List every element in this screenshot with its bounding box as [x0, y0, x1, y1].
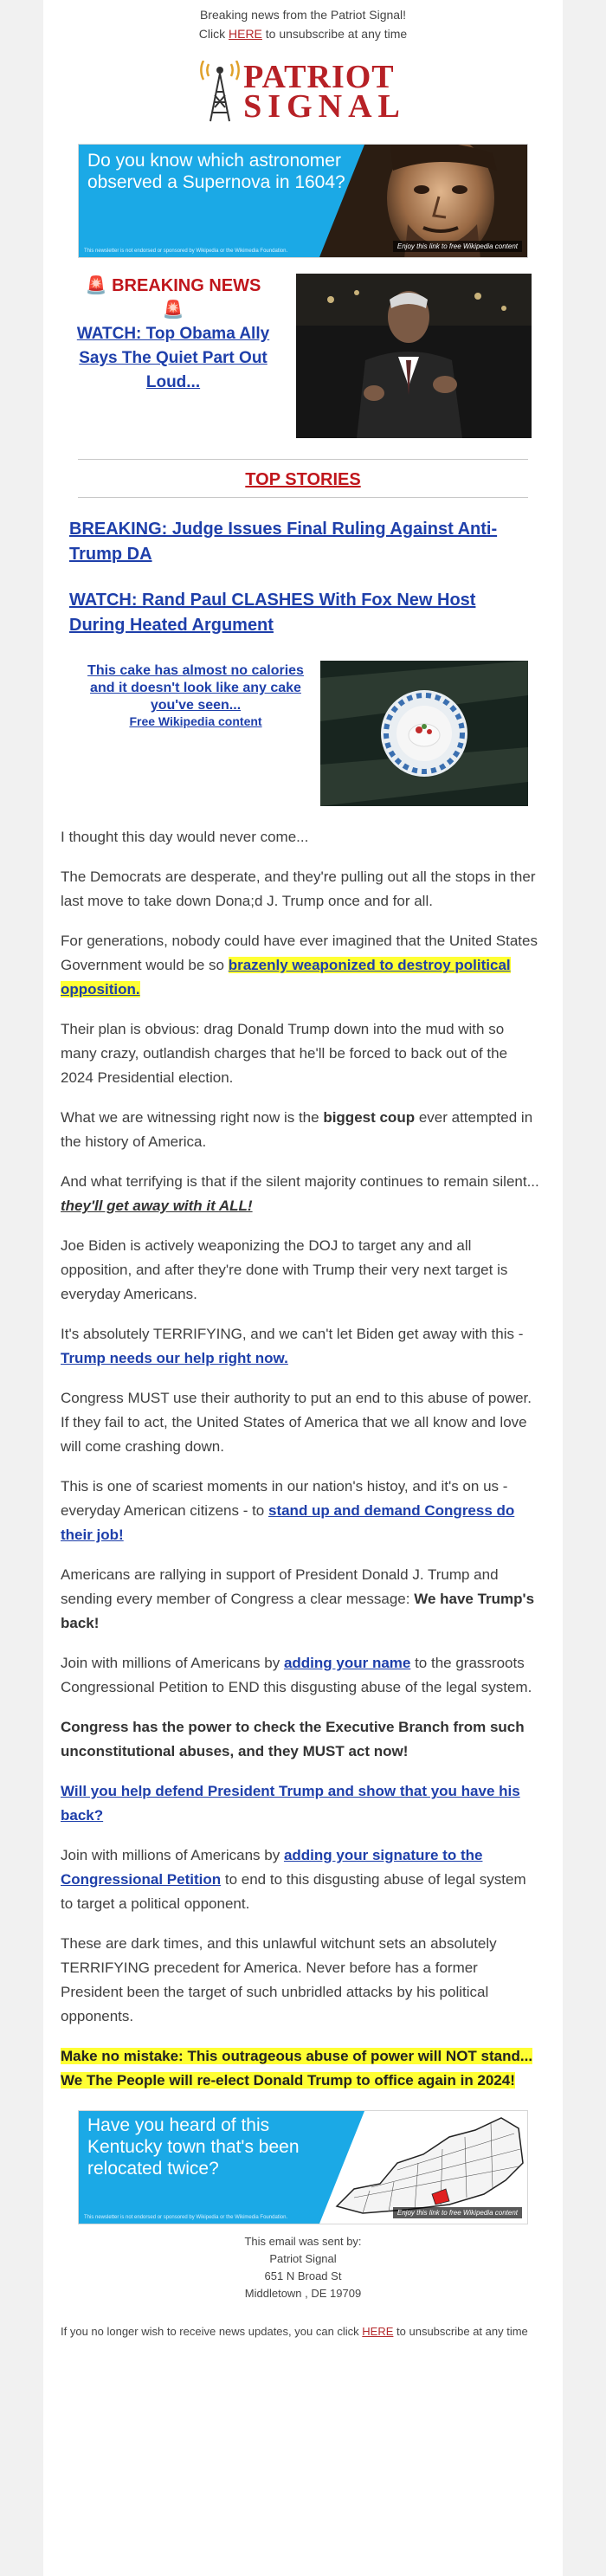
- divider-bottom: [78, 497, 528, 498]
- logo-wordmark: PATRIOT SIGNAL: [243, 59, 406, 125]
- petition-signature-link[interactable]: adding your signature to the Congressional Petition: [61, 1847, 483, 1888]
- paragraph-17: Make no mistake: This outrageous abuse of power will NOT stand... We The People will re-elect Donald Trump to office again in 2024!: [61, 2048, 533, 2089]
- paragraph-12: Join with millions of Americans by adding your name to the grassroots Congressional Petition to END this disgusting abuse of the legal system.: [61, 1655, 532, 1695]
- ad-question: Do you know which astronomer observed a Supernova in 1604?: [87, 151, 345, 192]
- breaking-news-label: 🚨 BREAKING NEWS 🚨: [85, 276, 261, 320]
- paragraph-15: Join with millions of Americans by adding your signature to the Congressional Petition to end to this disgusting abuse of legal system to target a political opponent.: [61, 1847, 526, 1912]
- weaponized-link[interactable]: brazenly weaponized to destroy political opposition.: [61, 957, 511, 997]
- paragraph-1: I thought this day would never come...: [61, 829, 309, 845]
- paragraph-3: For generations, nobody could have ever imagined that the United States Government would be so brazenly weaponized to destroy political opposition.: [61, 933, 538, 997]
- sender-footer: This email was sent by: Patriot Signal 651 N Broad St Middletown , DE 19709: [244, 2235, 362, 2300]
- breaking-news-text: [74, 274, 272, 438]
- cake-source-link[interactable]: Free Wikipedia content: [129, 714, 262, 728]
- article-body: [43, 825, 563, 2093]
- story-link-1[interactable]: BREAKING: Judge Issues Final Ruling Against Anti-Trump DA: [69, 520, 498, 564]
- cake-promo-link[interactable]: This cake has almost no calories and it doesn't look like any cake you've seen...: [87, 663, 304, 713]
- cake-plate-image[interactable]: [320, 661, 528, 806]
- breaking-news-thumbnail[interactable]: [296, 274, 532, 438]
- stand-up-link[interactable]: stand up and demand Congress do their job!: [61, 1502, 515, 1543]
- preheader-unsubscribe-link[interactable]: HERE: [229, 27, 262, 41]
- radio-tower-icon: [200, 61, 240, 123]
- paragraph-13: Congress has the power to check the Executive Branch from such unconstitutional abuses, and they MUST act now!: [61, 1719, 525, 1759]
- defend-trump-link[interactable]: Will you help defend President Trump and show that you have his back?: [61, 1783, 520, 1824]
- cake-promo: [43, 661, 563, 806]
- story-link-2[interactable]: WATCH: Rand Paul CLASHES With Fox New Host During Heated Argument: [69, 591, 476, 635]
- trump-needs-help-link[interactable]: Trump needs our help right now.: [61, 1350, 288, 1366]
- ad-disclaimer: This newsletter is not endorsed or sponsored by Wikipedia or the Wikimedia Foundation.: [84, 2215, 288, 2220]
- unsubscribe-link[interactable]: HERE: [362, 2325, 394, 2338]
- preheader-unsubscribe: Click HERE to unsubscribe at any time: [198, 27, 408, 41]
- top-stories-heading: TOP STORIES: [245, 470, 361, 489]
- paragraph-5: What we are witnessing right now is the biggest coup ever attempted in the history of America.: [61, 1109, 533, 1150]
- email-sheet: [43, 0, 563, 2576]
- paragraph-11: Americans are rallying in support of President Donald J. Trump and sending every member of Congress a clear message: We have Trump's back!: [61, 1566, 535, 1631]
- paragraph-8: It's absolutely TERRIFYING, and we can't let Biden get away with this - Trump needs our help right now.: [61, 1326, 524, 1366]
- breaking-news-block: [43, 274, 563, 438]
- preheader-line: Breaking news from the Patriot Signal!: [199, 8, 407, 22]
- paragraph-10: This is one of scariest moments in our nation's histoy, and it's on us - everyday American citizens - to stand up and demand Congress do their job!: [61, 1478, 515, 1543]
- unsubscribe-note: If you no longer wish to receive news updates, you can click HERE to unsubscribe at any time: [61, 2325, 528, 2338]
- paragraph-7: Joe Biden is actively weaponizing the DOJ to target any and all opposition, and after they're done with Trump their very next target is everyday Americans.: [61, 1237, 508, 1302]
- cake-promo-text: [78, 661, 313, 806]
- paragraph-9: Congress MUST use their authority to put an end to this abuse of power. If they fail to act, the United States of America that we all know and love will come crashing down.: [61, 1390, 532, 1455]
- wikipedia-ad-kentucky[interactable]: [78, 2110, 528, 2224]
- preheader: [43, 0, 563, 43]
- wikipedia-ad-astronomer[interactable]: [78, 144, 528, 258]
- adding-your-name-link[interactable]: adding your name: [283, 1655, 411, 1671]
- paragraph-4: Their plan is obvious: drag Donald Trump down into the mud with so many crazy, outlandish charges that he'll be forced to back out of the 2024 Presidential election.: [61, 1021, 508, 1086]
- paragraph-16: These are dark times, and this unlawful witchunt sets an absolutely TERRIFYING precedent for America. Never before has a former President been the target of such unbridled attacks by his political opponents.: [61, 1935, 497, 2024]
- ad-enjoy-label: Enjoy this link to free Wikipedia content: [393, 241, 522, 252]
- paragraph-2: The Democrats are desperate, and they're pulling out all the stops in ther last move to take down Dona;d J. Trump once and for all.: [61, 868, 536, 909]
- paragraph-6: And what terrifying is that if the silent majority continues to remain silent... they'll get away with it ALL!: [61, 1173, 539, 1214]
- patriot-signal-logo[interactable]: [43, 59, 563, 125]
- paragraph-14: [61, 1779, 542, 1828]
- ad-enjoy-label: Enjoy this link to free Wikipedia content: [393, 2207, 522, 2218]
- breaking-news-headline-link[interactable]: WATCH: Top Obama Ally Says The Quiet Part Out Loud...: [76, 325, 270, 391]
- ad-question: Have you heard of this Kentucky town that's been relocated twice?: [87, 2115, 300, 2179]
- top-stories-list: [43, 517, 563, 638]
- ad-disclaimer: This newsletter is not endorsed or sponsored by Wikipedia or the Wikimedia Foundation.: [84, 249, 288, 254]
